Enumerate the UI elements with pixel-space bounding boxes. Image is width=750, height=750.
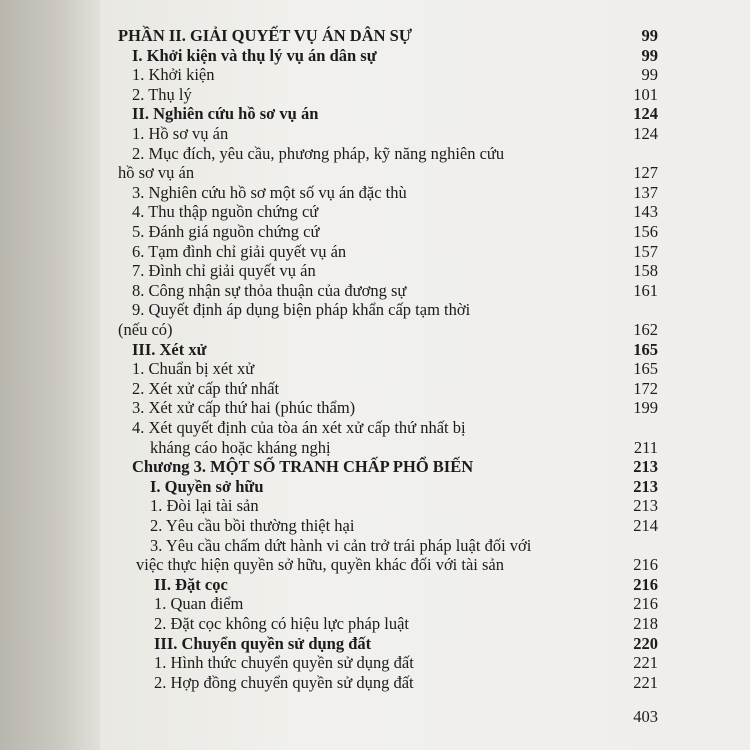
toc-entry-text: 1. Hồ sơ vụ án: [132, 124, 229, 143]
toc-entry-text: 4. Thu thập nguồn chứng cứ: [132, 202, 319, 222]
toc-entry-text: 9. Quyết định áp dụng biện pháp khẩn cấp tạm thời: [132, 300, 471, 320]
toc-entry-text: hồ sơ vụ án: [118, 163, 195, 183]
book-page: [100, 0, 750, 750]
toc-entry-text: 1. Khởi kiện: [132, 65, 215, 85]
toc-entry-page: 218: [633, 614, 658, 633]
toc-entry-text: I. Quyền sở hữu: [150, 476, 264, 496]
toc-entry-text: (nếu có): [118, 320, 173, 339]
toc-entry-page: 158: [633, 261, 658, 281]
toc-entry-text: I. Khởi kiện và thụ lý vụ án dân sự: [132, 45, 377, 65]
toc-entry-text: 4. Xét quyết định của tòa án xét xử cấp thứ nhất bị: [132, 418, 466, 437]
toc-entry-page: 216: [633, 574, 658, 594]
toc-entry-page: 99: [641, 65, 658, 85]
toc-entry-page: 156: [633, 222, 658, 241]
toc-entry-page: 101: [633, 84, 658, 104]
page-edge-shadow: [0, 0, 100, 750]
toc-entry-page: 213: [633, 476, 658, 496]
toc-entry-page: 162: [633, 320, 658, 339]
toc-entry-page: 214: [633, 516, 658, 535]
toc-entry-text: 2. Thụ lý: [132, 84, 192, 104]
toc-entry-text: PHẦN II. GIẢI QUYẾT VỤ ÁN DÂN SỰ: [118, 26, 412, 45]
toc-entry-text: 2. Đặt cọc không có hiệu lực pháp luật: [154, 614, 409, 633]
toc-entry-text: 3. Xét xử cấp thứ hai (phúc thẩm): [132, 398, 356, 418]
toc-entry-page: 172: [633, 378, 658, 398]
toc-entry-page: 216: [633, 555, 658, 575]
toc-entry-page: 165: [633, 359, 658, 379]
toc-entry-text: Chương 3. MỘT SỐ TRANH CHẤP PHỔ BIẾN: [132, 457, 474, 477]
toc-row: [100, 673, 750, 695]
toc-entry-text: 1. Đòi lại tài sản: [150, 496, 259, 516]
toc-entry-text: 3. Yêu cầu chấm dứt hành vi cản trở trái pháp luật đối với: [150, 535, 532, 555]
toc-entry-page: 124: [633, 104, 658, 124]
toc-entry-text: 2. Yêu cầu bồi thường thiệt hại: [150, 516, 355, 535]
toc-entry-page: 157: [633, 241, 658, 261]
toc-entry-page: 216: [633, 594, 658, 614]
toc-entry-page: 127: [633, 163, 658, 183]
page-number: 403: [633, 706, 658, 726]
toc-entry-page: 220: [633, 633, 658, 653]
toc-entry-text: 1. Quan điểm: [154, 594, 244, 614]
toc-entry-text: 8. Công nhận sự thỏa thuận của đương sự: [132, 280, 407, 300]
toc-entry-text: 1. Chuẩn bị xét xử: [132, 359, 255, 379]
toc-entry-text: II. Nghiên cứu hồ sơ vụ án: [132, 104, 319, 124]
toc-entry-page: 213: [633, 457, 658, 477]
toc-entry-text: 1. Hình thức chuyển quyền sử dụng đất: [154, 653, 414, 673]
toc-entry-text: 2. Xét xử cấp thứ nhất: [132, 378, 280, 398]
toc-entry-text: II. Đặt cọc: [154, 574, 228, 594]
toc-entry-page: 221: [633, 672, 658, 692]
toc-entry-text: III. Xét xử: [132, 339, 207, 359]
toc-entry-text: 3. Nghiên cứu hồ sơ một số vụ án đặc thù: [132, 182, 407, 202]
toc-entry-text: việc thực hiện quyền sở hữu, quyền khác đối với tài sản: [136, 555, 505, 575]
toc-entry-text: kháng cáo hoặc kháng nghị: [150, 437, 331, 457]
toc-entry-text: 7. Đình chỉ giải quyết vụ án: [132, 261, 316, 281]
toc-entry-page: 137: [633, 182, 658, 202]
table-of-contents: [100, 0, 750, 750]
toc-entry-page: 143: [633, 202, 658, 222]
toc-entry-text: 5. Đánh giá nguồn chứng cứ: [132, 222, 320, 241]
toc-entry-page: 99: [641, 26, 658, 45]
toc-entry-page: 165: [633, 339, 658, 359]
toc-entry-page: 161: [633, 280, 658, 300]
toc-entry-text: 6. Tạm đình chỉ giải quyết vụ án: [132, 241, 347, 261]
toc-entry-page: 211: [633, 437, 658, 457]
toc-entry-page: 199: [633, 398, 658, 418]
toc-entry-page: 221: [633, 653, 658, 673]
toc-entry-page: 213: [633, 496, 658, 516]
toc-entry-text: 2. Hợp đồng chuyển quyền sử dụng đất: [154, 672, 414, 692]
toc-entry-page: 99: [641, 45, 658, 65]
toc-entry-page: 124: [633, 124, 658, 143]
toc-entry-text: III. Chuyển quyền sử dụng đất: [154, 633, 372, 653]
toc-entry-text: 2. Mục đích, yêu cầu, phương pháp, kỹ năng nghiên cứu: [132, 143, 505, 163]
